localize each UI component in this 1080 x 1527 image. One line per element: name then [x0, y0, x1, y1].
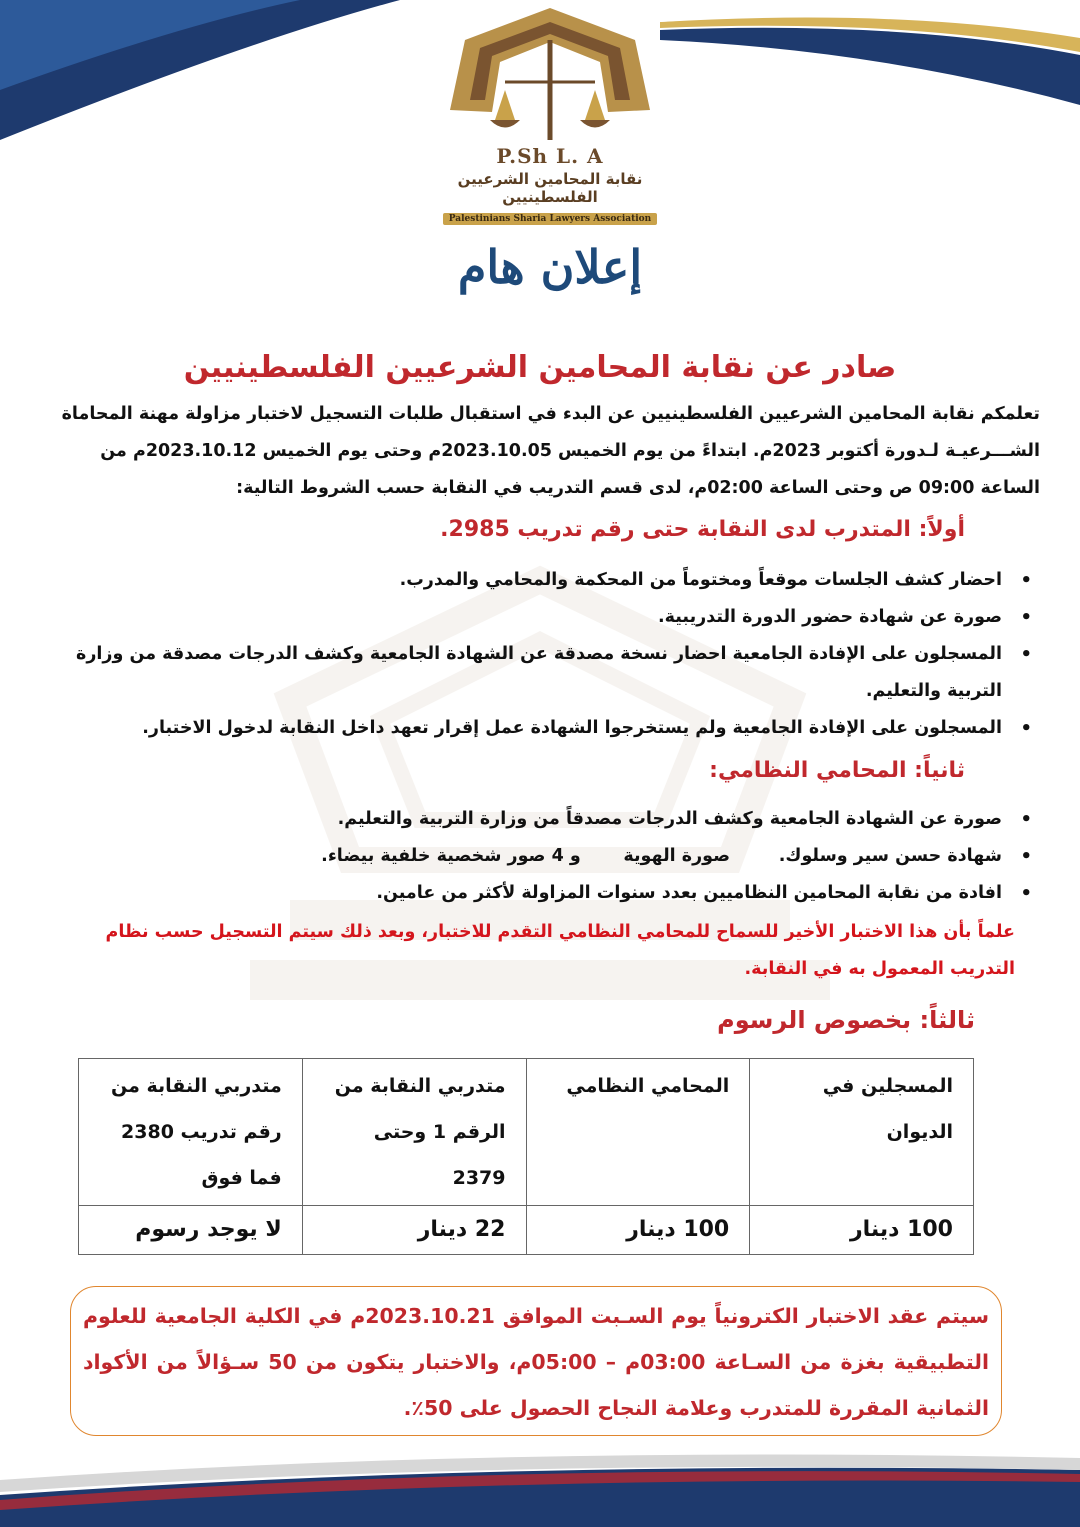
table-header-row [79, 1059, 974, 1206]
list-item: • المسجلون على الإفادة الجامعية ولم يستخرجوا الشهادة عمل إقرار تعهد داخل النقابة لدخول الاختبار. [40, 710, 1002, 747]
fees-heading: ثالثاً: بخصوص الرسوم [717, 1006, 975, 1034]
announcement-label: إعلان هام [457, 240, 643, 294]
intro-line-2: الشـــرعيـة لـدورة أكتوبر 2023م. ابتداءً من يوم الخميس 2023.10.05م وحتى يوم الخميس 2023.10.12م من [100, 441, 1040, 461]
list-item: • افادة من نقابة المحامين النظاميين بعدد سنوات المزاولة لأكثر من عامين. [40, 875, 1002, 912]
exam-notice-box [70, 1286, 1002, 1436]
intro-line-3: الساعة 09:00 ص وحتى الساعة 02:00م، لدى قسم التدريب في النقابة حسب الشروط التالية: [236, 478, 1040, 498]
table-cell: 22 دينار [302, 1206, 526, 1255]
list-item: • شهادة حسن سير وسلوك. صورة الهوية و 4 صور شخصية خلفية بيضاء. [40, 838, 1002, 875]
logo-latin-initials: P.Sh L. A [496, 144, 604, 168]
intro-line-1: تعلمكم نقابة المحامين الشرعيين الفلسطينيين عن البدء في استقبال طلبات التسجيل لاختبار مزاولة مهنة المحاماة [61, 404, 1040, 424]
logo-english-name: Palestinians Sharia Lawyers Association [443, 213, 657, 225]
section2-list [40, 801, 1040, 912]
table-header-cell: متدربي النقابة من رقم تدريب 2380 فما فوق [79, 1059, 303, 1206]
table-header-cell: المسجلين في الديوان [750, 1059, 974, 1206]
page-title: صادر عن نقابة المحامين الشرعيين الفلسطينيين [183, 350, 897, 385]
list-item: • صورة عن شهادة حضور الدورة التدريبية. [40, 599, 1002, 636]
list-item: • صورة عن الشهادة الجامعية وكشف الدرجات مصدقاً من وزارة التربية والتعليم. [40, 801, 1002, 838]
section2-heading: ثانياً: المحامي النظامي: [709, 758, 965, 783]
table-header-cell: المحامي النظامي [526, 1059, 750, 1206]
table-cell: 100 دينار [750, 1206, 974, 1255]
bottom-wave-decoration [0, 1440, 1080, 1527]
important-announcement-calligraphy [430, 222, 670, 322]
top-left-wave-decoration [0, 0, 420, 150]
table-header-cell: متدربي النقابة من الرقم 1 وحتى 2379 [302, 1059, 526, 1206]
association-logo [420, 0, 680, 224]
scales-emblem-icon [430, 0, 670, 150]
top-right-wave-decoration [660, 0, 1080, 110]
list-item: • احضار كشف الجلسات موقعاً ومختوماً من المحكمة والمحامي والمدرب. [40, 562, 1002, 599]
fees-table [78, 1058, 974, 1255]
section1-heading: أولاً: المتدرب لدى النقابة حتى رقم تدريب 2985. [440, 517, 965, 542]
table-cell: 100 دينار [526, 1206, 750, 1255]
table-cell: لا يوجد رسوم [79, 1206, 303, 1255]
table-row [79, 1206, 974, 1255]
section1-list [40, 562, 1040, 747]
logo-arabic-name: نقابة المحامين الشرعيين الفلسطينيين [457, 170, 643, 206]
section2-note: علماً بأن هذا الاختبار الأخير للسماح للمحامي النظامي التقدم للاختبار، وبعد ذلك سيتم التسجيل حسب نظام التدريب المعمول به في النقابة. [105, 922, 1015, 979]
list-item: • المسجلون على الإفادة الجامعية احضار نسخة مصدقة عن الشهادة الجامعية وكشف الدرجات مصدقة من وزارة التربية والتعليم. [40, 636, 1002, 710]
exam-notice-text: سيتم عقد الاختبار الكترونياً يوم السـبت الموافق 2023.10.21م في الكلية الجامعية للعلوم التطبيقية بغزة من السـاعة 03:00م – 05:00م، والاختبار يتكون من 50 سـؤالاً من الأكواد الثمانية المقررة للمتدرب وعلامة النجاح الحصول على 50٪. [83, 1304, 989, 1420]
